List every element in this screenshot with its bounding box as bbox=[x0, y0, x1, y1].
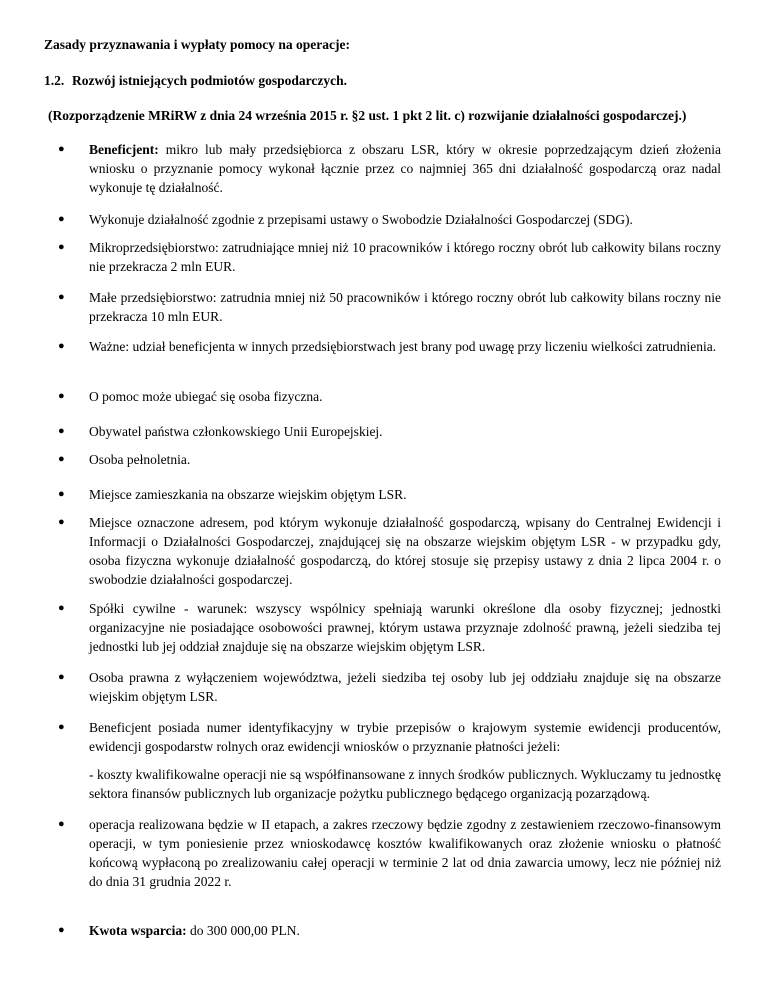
bullet-icon: ● bbox=[58, 488, 65, 500]
bullet-icon: ● bbox=[58, 721, 65, 733]
item-text: Obywatel państwa członkowskiego Unii Europejskiej. bbox=[89, 424, 383, 439]
document-title: Zasady przyznawania i wypłaty pomocy na operacje: bbox=[44, 37, 350, 52]
bullet-icon: ● bbox=[58, 143, 65, 155]
list-item bbox=[58, 238, 721, 276]
item-text: Miejsce oznaczone adresem, pod którym wykonuje działalność gospodarczą, wpisany do Centralnej Ewidencji i Informacji o Działalności Gospodarczej, znajdującej się na obszarze wiejskim objętym LSR - w przypadku gdy, osoba fizyczna wykonuje działalność gospodarczą, do której stosuje się przepisy ustawy z dnia 2 lipca 2004 r. o swobodzie działalności gospodarczej. bbox=[89, 515, 721, 587]
section-heading bbox=[44, 73, 347, 89]
list-item bbox=[58, 513, 721, 589]
bullet-icon: ● bbox=[58, 818, 65, 830]
list-item bbox=[58, 668, 721, 706]
list-item bbox=[58, 387, 721, 406]
item-text: Ważne: udział beneficjenta w innych przedsiębiorstwach jest brany pod uwagę przy liczeniu wielkości zatrudnienia. bbox=[89, 339, 717, 354]
bullet-icon: ● bbox=[58, 425, 65, 437]
item-text: Spółki cywilne - warunek: wszyscy wspólnicy spełniają warunki określone dla osoby fizycznej; jednostki organizacyjne nie posiadające osobowości prawnej, którym ustawa przyznaje zdolność prawną, jeżeli siedziba tej jednostki lub jej oddział znajduje się na obszarze wiejskim objętym LSR. bbox=[89, 601, 721, 654]
section-title: Rozwój istniejących podmiotów gospodarczych. bbox=[72, 73, 347, 88]
list-item bbox=[58, 921, 721, 940]
item-text: Wykonuje działalność zgodnie z przepisami ustawy o Swobodzie Działalności Gospodarczej (SDG). bbox=[89, 212, 633, 227]
list-item bbox=[58, 815, 721, 891]
bullet-icon: ● bbox=[58, 213, 65, 225]
list-item bbox=[58, 140, 721, 197]
item-text: O pomoc może ubiegać się osoba fizyczna. bbox=[89, 389, 323, 404]
list-item bbox=[58, 288, 721, 326]
item-text: Miejsce zamieszkania na obszarze wiejskim objętym LSR. bbox=[89, 487, 407, 502]
list-item bbox=[58, 210, 721, 229]
item-text: Mikroprzedsiębiorstwo: zatrudniające mniej niż 10 pracowników i którego roczny obrót lub całkowity bilans roczny nie przekracza 2 mln EUR. bbox=[89, 240, 721, 274]
list-item bbox=[58, 337, 721, 356]
item-label: Kwota wsparcia: bbox=[89, 923, 187, 938]
list-item bbox=[58, 485, 721, 504]
bullet-icon: ● bbox=[58, 453, 65, 465]
item-text: Osoba prawna z wyłączeniem województwa, jeżeli siedziba tej osoby lub jej oddziału znajduje się na obszarze wiejskim objętym LSR. bbox=[89, 670, 721, 704]
list-item bbox=[58, 599, 721, 656]
item-text: Małe przedsiębiorstwo: zatrudnia mniej niż 50 pracowników i którego roczny obrót lub całkowity bilans roczny nie przekracza 10 mln EUR. bbox=[89, 290, 721, 324]
bullet-icon: ● bbox=[58, 516, 65, 528]
bullet-icon: ● bbox=[58, 602, 65, 614]
item-text: do 300 000,00 PLN. bbox=[186, 923, 300, 938]
bullet-icon: ● bbox=[58, 340, 65, 352]
bullet-icon: ● bbox=[58, 924, 65, 936]
bullet-icon: ● bbox=[58, 671, 65, 683]
item-label: Beneficjent: bbox=[89, 142, 159, 157]
item-text: operacja realizowana będzie w II etapach, a zakres rzeczowy będzie zgodny z zestawieniem rzeczowo-finansowym operacji, w tym poniesienie przez wnioskodawcę kosztów kwalifikowanych oraz złożenie wniosku o płatność końcową wypłaconą po zrealizowaniu całej operacji w terminie 2 lat od dnia zawarcia umowy, lecz nie później niż do dnia 31 grudnia 2022 r. bbox=[89, 817, 721, 889]
list-item bbox=[58, 450, 721, 469]
section-number: 1.2. bbox=[44, 73, 65, 88]
list-item bbox=[58, 718, 721, 756]
bullet-icon: ● bbox=[58, 390, 65, 402]
item-text: mikro lub mały przedsiębiorca z obszaru LSR, który w okresie poprzedzającym dzień złożenia wniosku o przyznanie pomocy wykonał łącznie przez co najmniej 365 dni działalność gospodarczą oraz nadal wykonuje tę działalność. bbox=[89, 142, 721, 195]
list-item bbox=[58, 422, 721, 441]
bullet-icon: ● bbox=[58, 291, 65, 303]
item-text: Beneficjent posiada numer identyfikacyjny w trybie przepisów o krajowym systemie ewidencji producentów, ewidencji gospodarstw rolnych oraz ewidencji wniosków o przyznanie płatności jeżeli: bbox=[89, 720, 721, 754]
item-note: - koszty kwalifikowalne operacji nie są współfinansowane z innych środków publicznych. Wykluczamy tu jednostkę sektora finansów publicznych lub organizacje pożytku publicznego będącego organizacją pozarządową. bbox=[89, 767, 721, 801]
item-text: Osoba pełnoletnia. bbox=[89, 452, 191, 467]
bullet-icon: ● bbox=[58, 241, 65, 253]
legal-basis: (Rozporządzenie MRiRW z dnia 24 września 2015 r. §2 ust. 1 pkt 2 lit. c) rozwijanie działalności gospodarczej.) bbox=[48, 108, 687, 123]
